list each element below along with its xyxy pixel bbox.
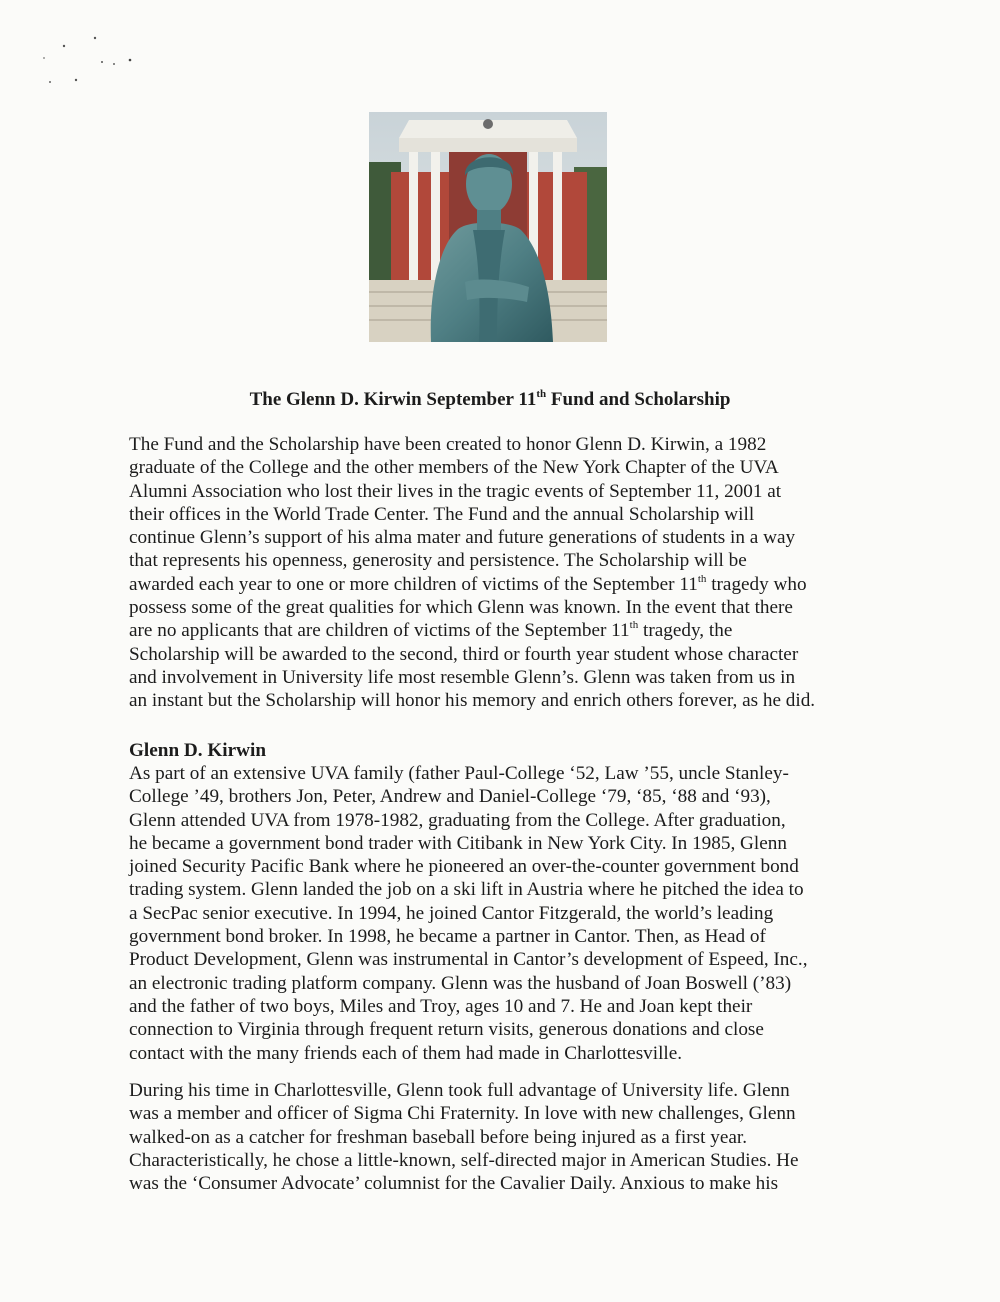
paragraph-line: contact with the many friends each of them had made in Charlottesville. xyxy=(129,1042,683,1064)
paragraph-line: walked-on as a catcher for freshman baseball before being injured as a first year. xyxy=(129,1126,747,1148)
paragraph-line: connection to Virginia through frequent return visits, generous donations and close xyxy=(129,1019,764,1041)
paragraph-line: trading system. Glenn landed the job on a ski lift in Austria where he pitched the idea to xyxy=(129,879,804,901)
paragraph-line: government bond broker. In 1998, he became a partner in Cantor. Then, as Head of xyxy=(129,926,766,948)
paragraph-line: a SecPac senior executive. In 1994, he joined Cantor Fitzgerald, the world’s leading xyxy=(129,902,774,924)
paragraph-line: an electronic trading platform company. Glenn was the husband of Joan Boswell (’83) xyxy=(129,972,792,994)
paragraph-line: Scholarship will be awarded to the second, third or fourth year student whose character xyxy=(129,643,799,665)
paragraph-line: was the ‘Consumer Advocate’ columnist for the Cavalier Daily. Anxious to make his xyxy=(129,1173,779,1195)
paragraph-line: graduate of the College and the other members of the New York Chapter of the UVA xyxy=(129,457,779,479)
paragraph-line: and the father of two boys, Miles and Troy, ages 10 and 7. He and Joan kept their xyxy=(129,995,753,1017)
jefferson-statue-photo xyxy=(369,112,607,342)
paragraph-line: College ’49, brothers Jon, Peter, Andrew and Daniel-College ‘79, ‘85, ‘88 and ‘93), xyxy=(129,786,771,808)
scan-specks xyxy=(30,30,150,100)
intro-paragraph xyxy=(129,433,859,713)
paragraph-line: and involvement in University life most resemble Glenn’s. Glenn was taken from us in xyxy=(129,666,796,688)
paragraph-line: was a member and officer of Sigma Chi Fraternity. In love with new challenges, Glenn xyxy=(129,1103,796,1125)
document-title: The Glenn D. Kirwin September 11th Fund and Scholarship xyxy=(249,388,731,410)
paragraph-line: Glenn attended UVA from 1978-1982, graduating from the College. After graduation, xyxy=(129,809,786,831)
paragraph-line: that represents his openness, generosity and persistence. The Scholarship will be xyxy=(129,550,747,572)
paragraph-line: continue Glenn’s support of his alma mater and future generations of students in a way xyxy=(129,527,796,549)
paragraph-line: he became a government bond trader with Citibank in New York City. In 1985, Glenn xyxy=(129,832,787,854)
paragraph-line: are no applicants that are children of victims of the September 11th tragedy, the xyxy=(129,619,733,642)
paragraph-line: joined Security Pacific Bank where he pioneered an over-the-counter government bond xyxy=(129,856,799,878)
paragraph-line: The Fund and the Scholarship have been created to honor Glenn D. Kirwin, a 1982 xyxy=(129,434,767,455)
paragraph-line: their offices in the World Trade Center. The Fund and the annual Scholarship will xyxy=(129,503,755,525)
paragraph-line: Characteristically, he chose a little-known, self-directed major in American Studies. He xyxy=(129,1149,799,1171)
paragraph-line: During his time in Charlottesville, Glenn took full advantage of University life. Glenn xyxy=(129,1080,790,1101)
bio-paragraph xyxy=(129,762,859,1065)
paragraph-line: Alumni Association who lost their lives in the tragic events of September 11, 2001 at xyxy=(129,480,782,502)
paragraph-line: Product Development, Glenn was instrumental in Cantor’s development of Espeed, Inc., xyxy=(129,949,808,971)
paragraph-line: an instant but the Scholarship will honor his memory and enrich others forever, as he did. xyxy=(129,690,816,712)
paragraph-line: awarded each year to one or more children of victims of the September 11th tragedy who xyxy=(129,572,807,595)
bio-heading: Glenn D. Kirwin xyxy=(129,740,266,761)
paragraph-line: possess some of the great qualities for which Glenn was known. In the event that there xyxy=(129,597,793,619)
paragraph-line: As part of an extensive UVA family (father Paul-College ‘52, Law ’55, uncle Stanley- xyxy=(129,763,789,784)
university-life-paragraph xyxy=(129,1079,859,1195)
